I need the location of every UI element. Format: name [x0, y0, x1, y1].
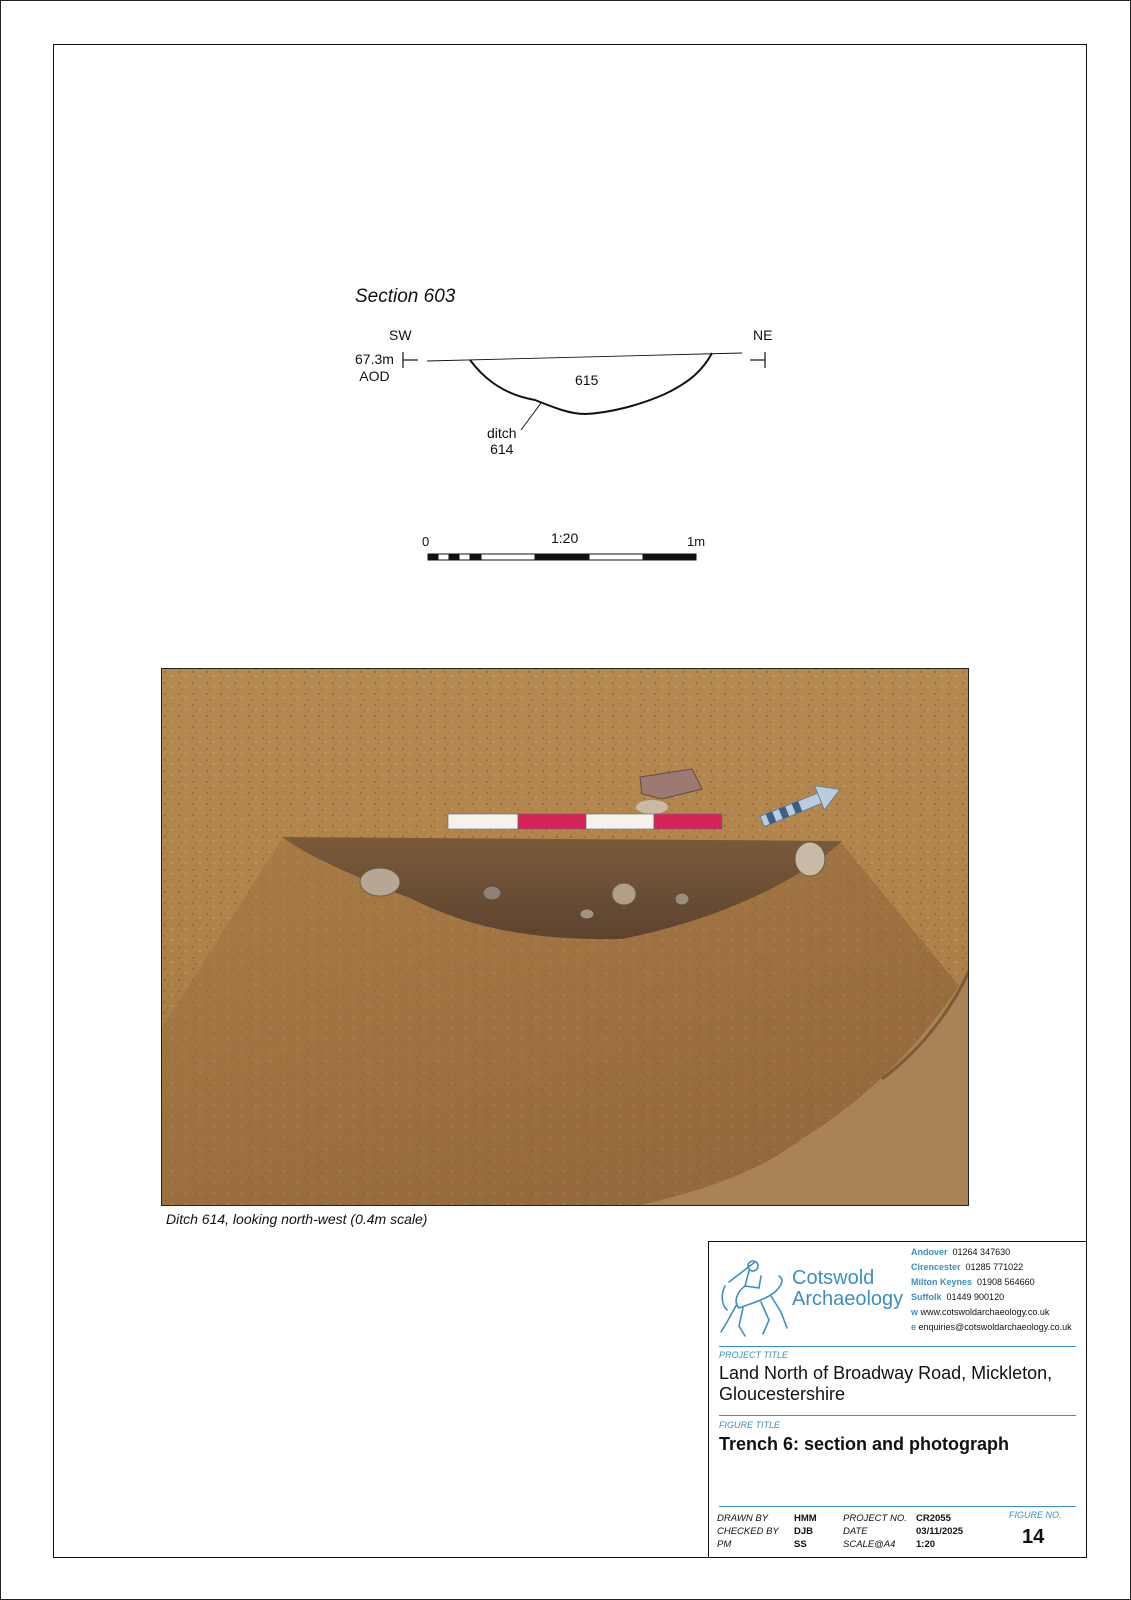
- divider: [719, 1506, 1076, 1507]
- office-andover: Andover 01264 347630: [911, 1247, 1011, 1257]
- elevation-value: 67.3m: [355, 351, 394, 367]
- pm-label: PM: [717, 1539, 732, 1550]
- scale-label: SCALE@A4: [843, 1539, 896, 1550]
- drawn-by-label: DRAWN BY: [717, 1513, 769, 1524]
- title-block: [708, 1241, 1087, 1558]
- project-title-label: PROJECT TITLE: [719, 1350, 789, 1360]
- scale-bar-start: 0: [422, 534, 430, 549]
- photo-scale-rod: [448, 814, 722, 829]
- excavation-photograph: [161, 668, 969, 1206]
- date-label: DATE: [843, 1526, 868, 1537]
- office-suffolk: Suffolk 01449 900120: [911, 1292, 1005, 1302]
- figure-no-label: FIGURE NO.: [1009, 1510, 1062, 1520]
- elevation-datum: AOD: [359, 368, 390, 384]
- office-milton-keynes: Milton Keynes 01908 564660: [911, 1277, 1035, 1287]
- ditch-profile: [470, 353, 712, 414]
- project-no-value: CR2055: [916, 1513, 951, 1524]
- project-title-line1: Land North of Broadway Road, Mickleton,: [719, 1363, 1053, 1383]
- photo-caption: Ditch 614, looking north-west (0.4m scale): [166, 1211, 428, 1227]
- section-drawing: [0, 0, 1131, 620]
- drawn-by-value: HMM: [794, 1513, 817, 1524]
- project-title-line2: Gloucestershire: [719, 1384, 846, 1404]
- date-value: 03/11/2025: [916, 1526, 964, 1537]
- office-cirencester: Cirencester 01285 771022: [911, 1262, 1024, 1272]
- divider: [719, 1346, 1076, 1347]
- cut-number: 614: [490, 441, 514, 457]
- sw-orientation-label: SW: [389, 327, 412, 343]
- scale-value: 1:20: [916, 1539, 936, 1550]
- figure-title-label: FIGURE TITLE: [719, 1420, 781, 1430]
- company-name-line1: Cotswold: [792, 1267, 875, 1289]
- checked-by-label: CHECKED BY: [717, 1526, 779, 1537]
- section-title: Section 603: [355, 286, 456, 307]
- scale-bar: [428, 554, 696, 560]
- project-no-label: PROJECT NO.: [843, 1513, 907, 1524]
- ne-orientation-label: NE: [753, 327, 773, 343]
- scale-bar-end: 1m: [687, 534, 706, 549]
- divider: [719, 1415, 1076, 1416]
- figure-title: Trench 6: section and photograph: [719, 1434, 1010, 1454]
- email[interactable]: e enquiries@cotswoldarchaeology.co.uk: [911, 1322, 1072, 1332]
- company-name: [792, 1268, 903, 1310]
- company-name-line2: Archaeology: [792, 1288, 904, 1310]
- website[interactable]: w www.cotswoldarchaeology.co.uk: [911, 1307, 1050, 1317]
- cut-leader-line: [521, 403, 541, 430]
- scale-bar-ratio: 1:20: [551, 530, 579, 546]
- project-title: [719, 1363, 1052, 1405]
- figure-no-value: 14: [1022, 1526, 1045, 1548]
- cut-type: ditch: [487, 425, 517, 441]
- fill-context-label: 615: [575, 372, 599, 388]
- checked-by-value: DJB: [794, 1526, 814, 1537]
- ground-surface-line: [427, 353, 742, 361]
- pm-value: SS: [794, 1539, 807, 1550]
